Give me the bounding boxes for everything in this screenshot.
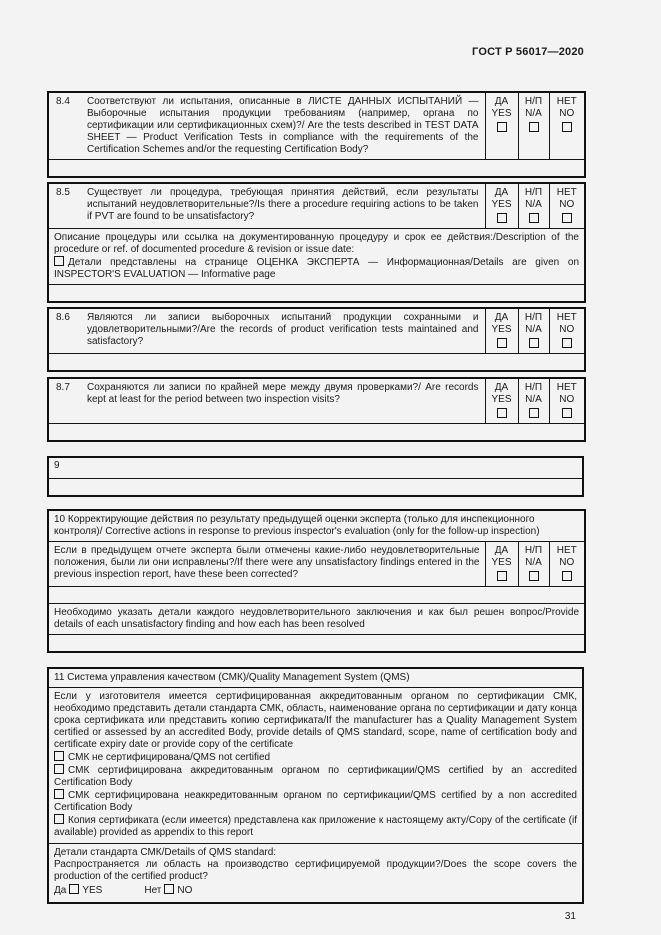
answer-option-na <box>518 183 549 229</box>
section-11-title: 11 Система управления качеством (СМК)/Quality Management System (QMS) <box>48 668 583 688</box>
section-11-table <box>47 667 584 904</box>
checkbox-icon <box>562 213 572 223</box>
answer-yes-en: YES <box>491 557 512 568</box>
answer-na-en: N/A <box>525 108 542 119</box>
answer-na-ru: Н/П <box>524 312 543 323</box>
checkbox-icon <box>497 213 507 223</box>
scope-question: Распространяется ли область на производство сертифицируемой продукции?/Does the scope covers the production of the certified product? <box>54 859 577 882</box>
notes-row <box>48 635 585 653</box>
question-text-8-5: Существует ли процедура, требующая принятия действий, если результаты испытаний неудовлетворительные?/Is there a procedure requiring actions to be taken if PVT are found to be unsatisfactory? <box>87 187 479 222</box>
question-row-8-4 <box>48 92 585 160</box>
procedure-note-option <box>54 256 579 281</box>
section-11-title-row <box>48 668 583 688</box>
answer-yes-ru: ДА <box>494 312 509 323</box>
question-row-8-5 <box>48 183 585 229</box>
answer-na-en: N/A <box>525 394 542 405</box>
scope-answer-line <box>54 884 577 897</box>
qms-option-not-certified <box>54 751 577 764</box>
question-row-8-7 <box>48 378 585 424</box>
section-9-number-cell: 9 <box>48 457 583 479</box>
answer-no-ru: НЕТ <box>556 187 577 198</box>
checkbox-icon <box>497 571 507 581</box>
question-text-8-6: Являются ли записи выборочных испытаний продукции сохранными и удовлетворительными?/Are the records of product verification tests maintained and satisfactory? <box>87 312 479 347</box>
answer-yes-ru: ДА <box>494 187 509 198</box>
question-number-8-4: 8.4 <box>56 96 70 107</box>
question-number-8-6: 8.6 <box>56 312 70 323</box>
checkbox-icon <box>497 408 507 418</box>
checkbox-icon <box>562 408 572 418</box>
answer-option-na <box>518 542 549 587</box>
answer-na-en: N/A <box>525 199 542 210</box>
details-prompt-cell: Необходимо указать детали каждого неудовлетворительного заключения и как был решен вопрос/Provide details of each unsatisfactory finding and how each has been resolved <box>48 604 585 635</box>
qms-option-label: СМК сертифицирована аккредитованным органом по сертификации/QMS certified by an accredited Certification Body <box>54 765 577 788</box>
procedure-note-intro: Описание процедуры или ссылка на документированную процедуру и срок ее действия:/Description of the procedure or ref. of documented procedure & revision or issue date: <box>54 232 579 255</box>
question-table-8-6 <box>47 307 586 372</box>
checkbox-icon <box>562 122 572 132</box>
section-9-table <box>47 456 584 497</box>
question-text-8-4: Соответствуют ли испытания, описанные в ЛИСТЕ ДАННЫХ ИСПЫТАНИЙ — Выборочные испытания продукции требованиям (например, органа по сертификации или сертификационных схем)?/ Are the tests described in TEST DATA SHEET — Product Verification Tests in compliance with the requirements of the Certification Schemes and/or the requesting Certification Body? <box>87 96 479 155</box>
section-10-title: 10 Корректирующие действия по результату предыдущей оценки эксперта (только для инспекционного контроля)/ Corrective actions in response to previous inspector's evaluation (only for the follow-up inspection) <box>48 510 585 542</box>
qms-details-cell <box>48 844 583 904</box>
answer-na-ru: Н/П <box>524 187 543 198</box>
qms-option-label: СМК не сертифицирована/QMS not certified <box>68 752 271 763</box>
checkbox-icon <box>529 571 539 581</box>
notes-cell <box>48 354 585 372</box>
answer-yes-en: YES <box>491 394 512 405</box>
answer-yes-ru: ДА <box>494 96 509 107</box>
doc-reference: ГОСТ Р 56017—2020 <box>472 46 584 58</box>
answer-no-en: NO <box>559 199 575 210</box>
question-table-8-4 <box>47 91 586 178</box>
checkbox-icon <box>54 789 64 799</box>
answer-option-no <box>549 183 585 229</box>
checkbox-icon <box>54 256 64 266</box>
checkbox-icon <box>529 338 539 348</box>
qms-option-certificate-copy <box>54 814 577 839</box>
answer-option-na <box>518 308 549 354</box>
answer-option-na <box>518 92 549 160</box>
qms-option-non-accredited <box>54 789 577 814</box>
page-number: 31 <box>564 911 576 922</box>
answer-option-yes <box>485 378 518 424</box>
question-cell-8-6 <box>48 308 485 354</box>
qms-details-row <box>48 844 583 904</box>
answer-no-ru: НЕТ <box>556 312 577 323</box>
procedure-note-cell <box>48 229 585 285</box>
answer-yes-en: YES <box>491 199 512 210</box>
question-table-8-7 <box>47 377 586 442</box>
answer-option-yes <box>485 183 518 229</box>
answer-option-yes <box>485 542 518 587</box>
qms-body-row <box>48 688 583 844</box>
answer-na-ru: Н/П <box>524 382 543 393</box>
answer-no-en: NO <box>559 108 575 119</box>
question-row-8-6 <box>48 308 585 354</box>
section-10-table <box>47 509 586 653</box>
checkbox-icon <box>497 122 507 132</box>
answer-yes-ru: ДА <box>494 545 509 556</box>
qms-intro: Если у изготовителя имеется сертифицированная аккредитованным органом по сертификации СМК, необходимо представить детали стандарта СМК, область, наименование органа по сертификации и дату конца срока сертификата или представить копию сертификата/If the manufacturer has a Quality Management System certified or assessed by an accredited Body, provide details of QMS standard, scope, name of certification body and certificate expiry date or provide copy of the certificate <box>54 691 577 750</box>
notes-cell <box>48 285 585 303</box>
checkbox-icon <box>54 751 64 761</box>
answer-na-en: N/A <box>525 557 542 568</box>
answer-na-en: N/A <box>525 324 542 335</box>
answer-no-en: NO <box>559 324 575 335</box>
scope-yes-ru: Да <box>54 885 67 896</box>
question-cell-10: Если в предыдущем отчете эксперта были отмечены какие-либо неудовлетворительные положения, были ли они исправлены?/If there were any unsatisfactory findings entered in the previous inspection report, have these been corrected? <box>48 542 485 587</box>
checkbox-icon <box>54 764 64 774</box>
answer-option-yes <box>485 308 518 354</box>
checkbox-icon <box>69 884 79 894</box>
checkbox-icon <box>529 213 539 223</box>
checkbox-icon <box>529 122 539 132</box>
qms-body-cell <box>48 688 583 844</box>
details-prompt-row <box>48 604 585 635</box>
answer-yes-en: YES <box>491 324 512 335</box>
scope-no-en: NO <box>177 885 193 896</box>
notes-row <box>48 285 585 303</box>
checkbox-icon <box>164 884 174 894</box>
checkbox-icon <box>529 408 539 418</box>
question-text-8-7: Сохраняются ли записи по крайней мере между двумя проверками?/ Are records kept at least for the period between two inspection visits? <box>87 382 479 405</box>
procedure-note-option-label: Детали представлены на странице ОЦЕНКА ЭКСПЕРТА — Информационная/Details are given on INSPECTOR'S EVALUATION — Informative page <box>54 257 579 280</box>
checkbox-icon <box>562 571 572 581</box>
notes-cell <box>48 479 583 497</box>
answer-no-ru: НЕТ <box>556 96 577 107</box>
question-row-10 <box>48 542 585 587</box>
section-10-title-row <box>48 510 585 542</box>
answer-option-no <box>549 308 585 354</box>
notes-row <box>48 587 585 604</box>
qms-option-label: СМК сертифицирована неаккредитованным органом по сертификации/QMS certified by a non accredited Certification Body <box>54 790 577 813</box>
notes-row <box>48 160 585 178</box>
notes-row <box>48 424 585 442</box>
answer-option-no <box>549 92 585 160</box>
answer-option-no <box>549 542 585 587</box>
notes-cell <box>48 635 585 653</box>
answer-no-ru: НЕТ <box>556 382 577 393</box>
qms-option-label: Копия сертификата (если имеется) представлена как приложение к настоящему акту/Copy of the certificate (if available) provided as appendix to this report <box>54 815 577 838</box>
page-content <box>47 0 584 922</box>
question-cell-8-5 <box>48 183 485 229</box>
notes-row <box>48 354 585 372</box>
answer-yes-ru: ДА <box>494 382 509 393</box>
question-cell-8-7 <box>48 378 485 424</box>
checkbox-icon <box>562 338 572 348</box>
answer-no-ru: НЕТ <box>556 545 577 556</box>
notes-cell <box>48 587 585 604</box>
answer-option-na <box>518 378 549 424</box>
question-table-8-5 <box>47 182 586 303</box>
answer-option-no <box>549 378 585 424</box>
checkbox-icon <box>497 338 507 348</box>
answer-no-en: NO <box>559 394 575 405</box>
scope-no-ru: Нет <box>144 885 162 896</box>
question-cell-8-4 <box>48 92 485 160</box>
qms-details-label: Детали стандарта СМК/Details of QMS standard: <box>54 847 277 858</box>
answer-option-yes <box>485 92 518 160</box>
notes-row <box>48 479 583 497</box>
answer-na-ru: Н/П <box>524 96 543 107</box>
notes-cell <box>48 160 585 178</box>
answer-no-en: NO <box>559 557 575 568</box>
question-number-8-7: 8.7 <box>56 382 70 393</box>
scope-yes-en: YES <box>82 885 103 896</box>
procedure-note-row <box>48 229 585 285</box>
checkbox-icon <box>54 814 64 824</box>
question-number-8-5: 8.5 <box>56 187 70 198</box>
answer-na-ru: Н/П <box>524 545 543 556</box>
section-9-row <box>48 457 583 479</box>
notes-cell <box>48 424 585 442</box>
answer-yes-en: YES <box>491 108 512 119</box>
qms-option-accredited <box>54 764 577 789</box>
